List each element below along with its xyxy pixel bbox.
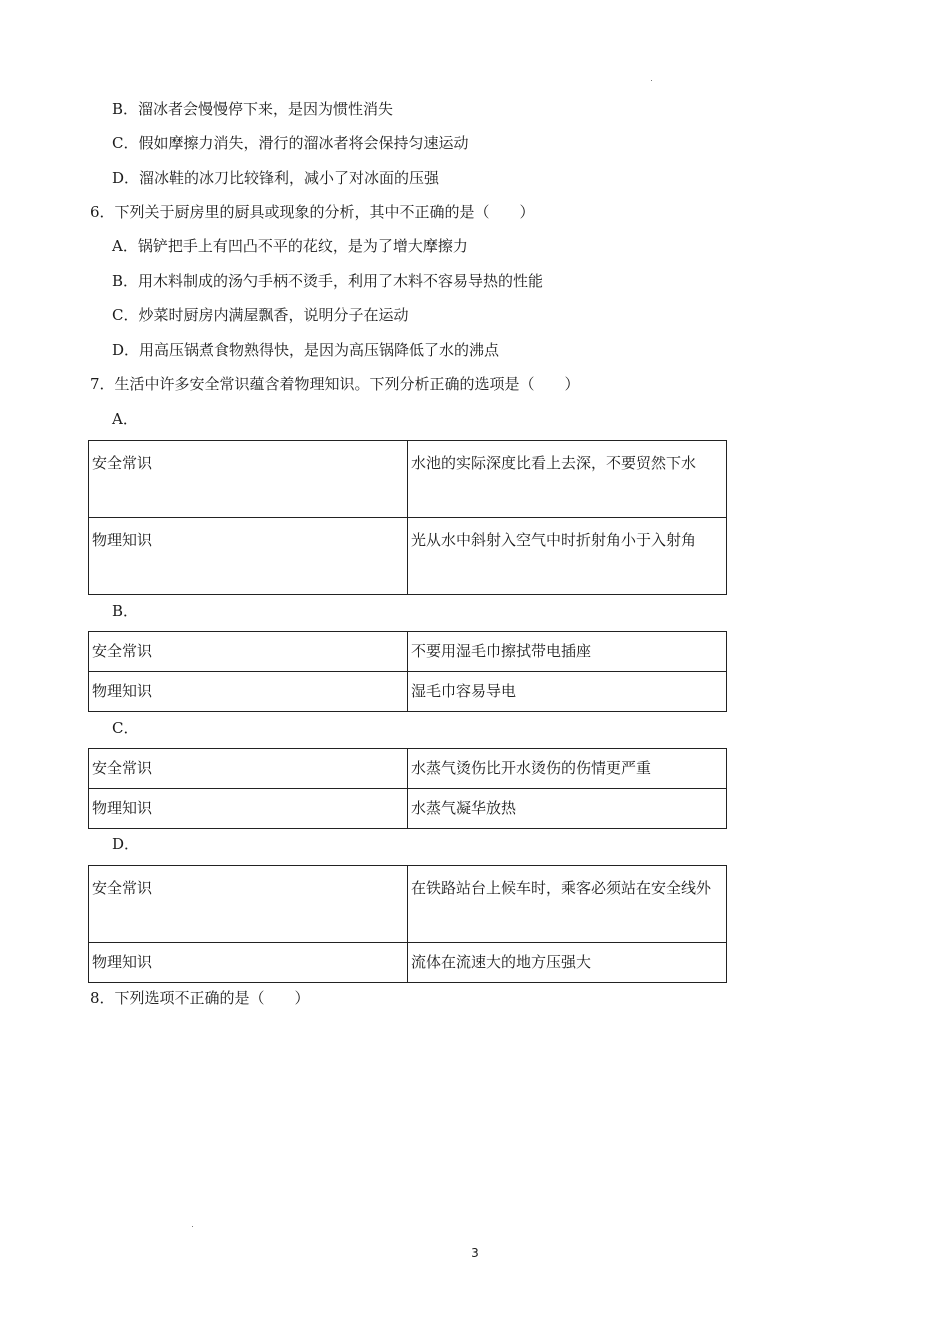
question-7: 7．生活中许多安全常识蕴含着物理知识。下列分析正确的选项是（ ） — [90, 375, 580, 393]
q7-option-c-label: C． — [112, 719, 139, 737]
safety-text: 在铁路站台上候车时，乘客必须站在安全线外 — [408, 866, 727, 943]
q5-option-c: C．假如摩擦力消失，滑行的溜冰者将会保持匀速运动 — [112, 134, 469, 152]
safety-heading: 安全常识 — [89, 441, 408, 518]
q7-option-d-label: D． — [112, 835, 140, 853]
q7-option-b-table — [88, 631, 727, 712]
physics-text: 水蒸气凝华放热 — [408, 789, 727, 829]
table-row — [89, 672, 727, 712]
table-row — [89, 789, 727, 829]
q6-option-c: C．炒菜时厨房内满屋飘香，说明分子在运动 — [112, 306, 409, 324]
safety-heading: 安全常识 — [89, 749, 408, 789]
table-row — [89, 749, 727, 789]
question-8: 8．下列选项不正确的是（ ） — [90, 989, 310, 1007]
safety-text: 水池的实际深度比看上去深，不要贸然下水 — [408, 441, 727, 518]
q7-option-c-table — [88, 748, 727, 829]
q5-option-d: D．溜冰鞋的冰刀比较锋利，减小了对冰面的压强 — [112, 169, 440, 187]
table-row — [89, 441, 727, 518]
physics-heading: 物理知识 — [89, 518, 408, 595]
q6-option-b: B．用木料制成的汤勺手柄不烫手，利用了木料不容易导热的性能 — [112, 272, 544, 290]
q6-option-a: A．锅铲把手上有凹凸不平的花纹，是为了增大摩擦力 — [112, 237, 468, 255]
safety-text: 水蒸气烫伤比开水烫伤的伤情更严重 — [408, 749, 727, 789]
corner-mark — [651, 80, 652, 81]
physics-heading: 物理知识 — [89, 672, 408, 712]
q7-option-a-table — [88, 440, 727, 595]
q5-option-b: B．溜冰者会慢慢停下来，是因为惯性消失 — [112, 100, 394, 118]
q7-option-a-label: A． — [112, 410, 138, 428]
safety-text: 不要用湿毛巾擦拭带电插座 — [408, 632, 727, 672]
corner-mark — [192, 1226, 193, 1227]
safety-heading: 安全常识 — [89, 866, 408, 943]
q7-option-b-label: B． — [112, 602, 139, 620]
q7-option-d-table — [88, 865, 727, 983]
table-row — [89, 632, 727, 672]
page-number: 3 — [471, 1246, 479, 1260]
physics-text: 流体在流速大的地方压强大 — [408, 943, 727, 983]
safety-heading: 安全常识 — [89, 632, 408, 672]
physics-heading: 物理知识 — [89, 943, 408, 983]
question-6: 6．下列关于厨房里的厨具或现象的分析，其中不正确的是（ ） — [90, 203, 535, 221]
physics-text: 光从水中斜射入空气中时折射角小于入射角 — [408, 518, 727, 595]
table-row — [89, 518, 727, 595]
q6-option-d: D．用高压锅煮食物熟得快，是因为高压锅降低了水的沸点 — [112, 341, 500, 359]
table-row — [89, 866, 727, 943]
table-row — [89, 943, 727, 983]
physics-text: 湿毛巾容易导电 — [408, 672, 727, 712]
physics-heading: 物理知识 — [89, 789, 408, 829]
